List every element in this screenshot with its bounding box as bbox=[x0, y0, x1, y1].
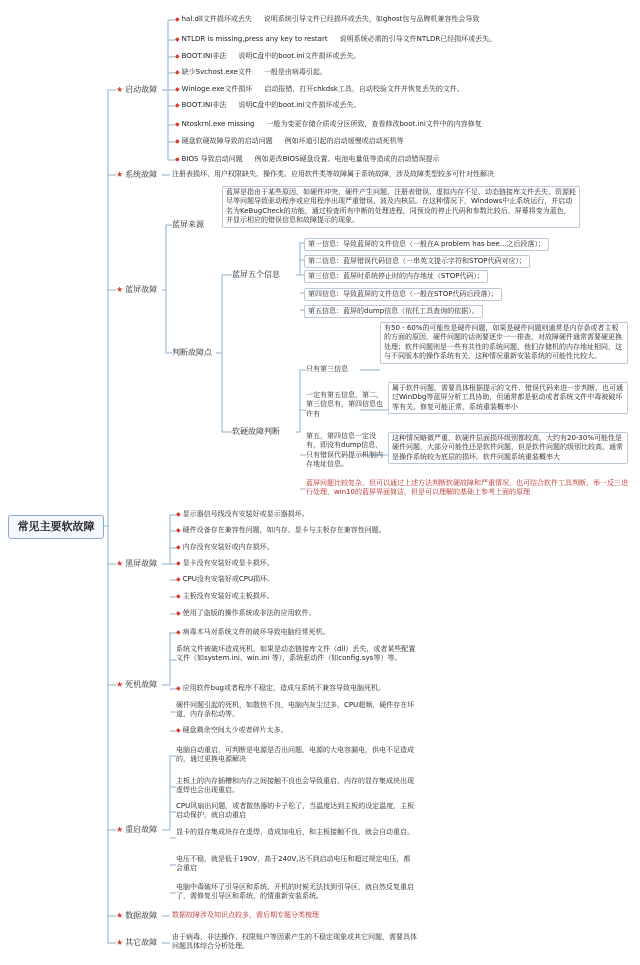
bluescreen-software-label[interactable]: 软硬故障判断 bbox=[232, 427, 280, 436]
item-title: Winloge.exe文件损坏 bbox=[181, 85, 253, 93]
system-text: 注册表损坏、用户权限缺失、操作类、应用软件类等故障属于系统故障，涉及故障类型较多可针对性解决 bbox=[172, 170, 494, 178]
five-only-text: 这种情况略微严重，软硬件层面损坏级别都较高，大约有20-30%可能性是硬件问题，大部分可能性还是软件问题，但是软件问题的级别比较高，通常是操作系统较为底层的损坏。软件问题系统重装概率大 bbox=[388, 432, 628, 464]
flag-icon: ◆ bbox=[176, 544, 181, 551]
item-detail: 说明C盘中的boot.ini文件损坏或丢失。 bbox=[238, 52, 361, 60]
black-item[interactable] bbox=[176, 609, 316, 618]
flag-icon: ◆ bbox=[175, 69, 180, 76]
black-item[interactable] bbox=[176, 575, 274, 584]
category-label: 死机故障 bbox=[125, 680, 158, 689]
only-third-label[interactable]: 只有第三信息 bbox=[306, 365, 348, 373]
item-detail: 一般为变更存储介质或分区所致，查看修改boot.ini文件中的内容修复 bbox=[266, 120, 482, 128]
other-text: 由于病毒、非法操作、权限账户等因素产生的不稳定现象或其它问题，需要具体问题具体综合分析处理。 bbox=[172, 933, 417, 951]
category-label: 数据故障 bbox=[125, 911, 158, 920]
flag-icon: ◆ bbox=[175, 156, 180, 163]
category-label: 系统故障 bbox=[125, 170, 158, 179]
boot-item[interactable] bbox=[175, 15, 479, 24]
item-text: 显卡的显存集成块存在虚焊，造成加电后，和主板接触不良，就会自动重启。 bbox=[176, 828, 414, 836]
item-text: CPU没有安装好或CPU损坏。 bbox=[182, 575, 275, 583]
flag-icon: ◆ bbox=[176, 527, 181, 534]
restart-item[interactable] bbox=[176, 746, 416, 765]
item-detail: 一般是由病毒引起。 bbox=[263, 68, 327, 76]
item-text: 主板没有安装好或主板损坏。 bbox=[182, 592, 274, 600]
category-other[interactable] bbox=[116, 938, 157, 948]
restart-item[interactable] bbox=[176, 855, 416, 874]
star-icon: ★ bbox=[116, 85, 124, 94]
boot-item[interactable] bbox=[175, 68, 327, 77]
black-item[interactable] bbox=[176, 592, 274, 601]
item-text: 应用软件bug或者程序不稳定，造成与系统不兼容导致电脑死机。 bbox=[182, 684, 385, 692]
info-item: 第五信息：蓝屏的dump信息（依托工具查询的依据）。 bbox=[304, 305, 483, 318]
boot-item[interactable] bbox=[175, 85, 464, 94]
black-item[interactable] bbox=[176, 559, 274, 568]
item-title: 缺少Svchost.exe文件 bbox=[181, 68, 252, 76]
data-text: 数据故障涉及知识点较多，需后期专题分类梳理 bbox=[172, 911, 319, 919]
black-item[interactable] bbox=[176, 526, 386, 535]
restart-item[interactable] bbox=[176, 883, 416, 902]
item-detail: 启动报错，打开chkdsk工具，自动校验文件并恢复丢失的文件。 bbox=[264, 85, 464, 93]
category-label: 黑屏故障 bbox=[125, 559, 158, 568]
item-text: 硬件设备存在兼容性问题，如内存、显卡与主板存在兼容性问题。 bbox=[182, 526, 386, 534]
crash-item[interactable] bbox=[176, 684, 385, 693]
some-info-text: 属于软件问题，需要具体根据提示的文件、错误代码来进一步判断，也可通过WinDbg等蓝屏分析工具协助，但通常都是驱动或者系统文件中毒被破坏等有关。修复可能正常，系统重装概率小 bbox=[388, 382, 628, 414]
item-text: 主板上的内存插槽和内存之间接触不良也会导致重启，内存的显存集成块出现虚焊也会出现重启。 bbox=[176, 777, 414, 795]
star-icon: ★ bbox=[116, 938, 124, 947]
item-title: Ntoskrnl.exe missing bbox=[181, 120, 255, 128]
item-text: 显示器信号线没有安装好或显示器损坏。 bbox=[182, 510, 309, 518]
flag-icon: ◆ bbox=[176, 685, 181, 692]
flag-icon: ◆ bbox=[176, 593, 181, 600]
star-icon: ★ bbox=[116, 285, 124, 294]
flag-icon: ◆ bbox=[175, 86, 180, 93]
bluescreen-source-text: 蓝屏是指由于某些原因，如硬件冲突、硬件产生问题、注册表错误、虚拟内存不足、动态链接库文件丢失、资源耗尽等问题导致驱动程序或应用程序出现严重错误，波及内核层。在这种情况下，Windows中止系统运行，并启动名为KeBugCheck的功能，通过检查所有中断的处理进程，同预设的停止代码和参数比较后，屏幕将变为蓝色，并显示相应的错误信息和故障提示的现象。 bbox=[222, 186, 580, 228]
root-topic[interactable]: 常见主要软故障 bbox=[8, 515, 104, 539]
bluescreen-source-label[interactable]: 蓝屏来源 bbox=[172, 220, 204, 229]
boot-item[interactable] bbox=[175, 155, 440, 164]
item-title: BOOT.INI非法 bbox=[181, 52, 227, 60]
black-item[interactable] bbox=[176, 543, 274, 552]
restart-item[interactable] bbox=[176, 802, 416, 821]
item-detail: 说明系统必需的引导文件NTLDR已经损坏或丢失。 bbox=[339, 35, 497, 43]
crash-item[interactable] bbox=[176, 726, 288, 735]
category-crash[interactable] bbox=[116, 680, 157, 690]
flag-icon: ◆ bbox=[176, 629, 181, 636]
item-text: 硬件问题引起的死机，如散热不良，电脑内灰尘过多，CPU超频，硬件存在坏道，内存条松动等。 bbox=[176, 701, 415, 719]
bluescreen-note: 蓝屏问题比较复杂，但可以通过上述方法判断软硬故障和严重情况，也可结合软件工具判断，举一反三进行处理，win10的蓝屏界面简洁，但是可以理解的基础上参考上面的原理 bbox=[306, 479, 628, 497]
flag-icon: ◆ bbox=[175, 36, 180, 43]
category-label: 启动故障 bbox=[125, 85, 158, 94]
star-icon: ★ bbox=[116, 559, 124, 568]
item-text: CPU风扇出问题，或者散热器的卡子松了，当温度达到主板的设定温度，主板启动保护，就自动重启 bbox=[176, 802, 415, 820]
flag-icon: ◆ bbox=[176, 727, 181, 734]
flag-icon: ◆ bbox=[175, 121, 180, 128]
flag-icon: ◆ bbox=[176, 511, 181, 518]
item-text: 电脑中毒破坏了引导区和系统，开机的时候无法找到引导区，就自然反复重启了，需修复引导区和系统，的情重新安装系统。 bbox=[176, 883, 414, 901]
boot-item[interactable] bbox=[175, 52, 361, 61]
flag-icon: ◆ bbox=[175, 102, 180, 109]
item-text: 系统文件被破坏造成死机，如果是动态链接库文件（dll）丢失，或者某些配置文件（如system.ini、win.ini 等），系统驱动件（如config.sys等）等。 bbox=[176, 645, 416, 663]
star-icon: ★ bbox=[116, 825, 124, 834]
category-bluescreen[interactable] bbox=[116, 285, 157, 295]
black-item[interactable] bbox=[176, 510, 309, 519]
item-text: 病毒木马对系统文件的破坏导致电脑经常死机。 bbox=[182, 628, 330, 636]
boot-item[interactable] bbox=[175, 137, 404, 146]
flag-icon: ◆ bbox=[176, 610, 181, 617]
item-title: NTLDR is missing,press any key to restart bbox=[181, 35, 328, 43]
info-item: 第三信息：蓝屏时系统停止时的内存地址（STOP代码）； bbox=[304, 270, 488, 283]
crash-item[interactable] bbox=[176, 645, 416, 664]
item-text: 电脑自动重启，可判断是电源是否出问题，电源的大电容漏电，供电不足造成的，通过更换电源解决 bbox=[176, 746, 414, 764]
item-title: hal.dll文件损坏或丢失 bbox=[181, 15, 252, 23]
boot-item[interactable] bbox=[175, 101, 361, 110]
item-text: 内存没有安装好或内存损坏。 bbox=[182, 543, 274, 551]
star-icon: ★ bbox=[116, 170, 124, 179]
item-text: 硬盘剩余空间太少或者碎片太多。 bbox=[182, 726, 288, 734]
item-title: 硬盘软硬故障导致的启动问题 bbox=[181, 137, 273, 145]
item-detail: 例如坏道引起的启动缓慢或启动死机等 bbox=[284, 137, 404, 145]
category-system[interactable] bbox=[116, 170, 157, 180]
info-item: 第一信息：导致蓝屏的文件信息（一般在A problem has bee...之后段落）； bbox=[304, 238, 549, 251]
crash-item[interactable] bbox=[176, 701, 416, 720]
five-only-label[interactable]: 第五，第四信息一定没有，即没有dump信息，只有错误代码提示机制内存地址信息。 bbox=[306, 432, 383, 469]
category-boot[interactable] bbox=[116, 85, 157, 95]
star-icon: ★ bbox=[116, 911, 124, 920]
boot-item[interactable] bbox=[175, 35, 496, 44]
only-third-text: 有50 - 60%的可能性是硬件问题，如果是硬件问题则通常是内存条或者主板的方面的原因，硬件问题的话则要逐步一一排查，对故障硬件通常需要硬更换处理；软件问题则是一些有共性的系统问题，他们存储机的内存地址相同，这与不同版本的操作系统有关，这种情况重新安装系统的可能性比较大。 bbox=[380, 322, 628, 364]
boot-item[interactable] bbox=[175, 120, 482, 129]
category-label: 蓝屏故障 bbox=[125, 285, 158, 294]
item-text: 使用了盗版的操作系统或非法的应用软件。 bbox=[182, 609, 316, 617]
category-blackscreen[interactable] bbox=[116, 559, 157, 569]
info-item: 第二信息：蓝屏错误代码信息（一串英文提示字符和STOP代码对应）； bbox=[304, 255, 530, 268]
flag-icon: ◆ bbox=[175, 53, 180, 60]
item-detail: 说明系统引导文件已经损坏或丢失，如ghost包与品牌机兼容性会导致 bbox=[263, 15, 480, 23]
restart-item[interactable] bbox=[176, 828, 416, 837]
category-label: 重启故障 bbox=[125, 825, 158, 834]
bluescreen-judge-label[interactable]: 判断故障点 bbox=[172, 348, 212, 357]
flag-icon: ◆ bbox=[175, 138, 180, 145]
item-title: BIOS 导致启动问题 bbox=[181, 155, 243, 163]
item-text: 显卡没有安装好或显卡损坏。 bbox=[182, 559, 274, 567]
item-text: 电压不稳，就是低于190V，高于240V,达不到启动电压和超过规定电压，都会重启 bbox=[176, 855, 411, 873]
star-icon: ★ bbox=[116, 680, 124, 689]
category-data[interactable] bbox=[116, 911, 157, 921]
crash-item[interactable] bbox=[176, 628, 330, 637]
info-item: 第四信息：导致蓝屏的文件信息（一般在STOP代码后段落）； bbox=[304, 288, 502, 301]
category-label: 其它故障 bbox=[125, 938, 158, 947]
restart-item[interactable] bbox=[176, 777, 416, 796]
bluescreen-five-label[interactable]: 蓝屏五个信息 bbox=[232, 270, 280, 279]
item-title: BOOT.INI非法 bbox=[181, 101, 227, 109]
flag-icon: ◆ bbox=[176, 576, 181, 583]
flag-icon: ◆ bbox=[175, 16, 180, 23]
category-restart[interactable] bbox=[116, 825, 157, 835]
flag-icon: ◆ bbox=[176, 560, 181, 567]
some-info-label[interactable]: 一定有第五信息，第二，第三信息有，第四信息也许有 bbox=[306, 391, 383, 418]
item-detail: 说明C盘中的boot.ini文件损坏或丢失。 bbox=[238, 101, 361, 109]
item-detail: 例如更改BIOS硬盘设置、电池电量低等造成的启动错误提示 bbox=[254, 155, 440, 163]
